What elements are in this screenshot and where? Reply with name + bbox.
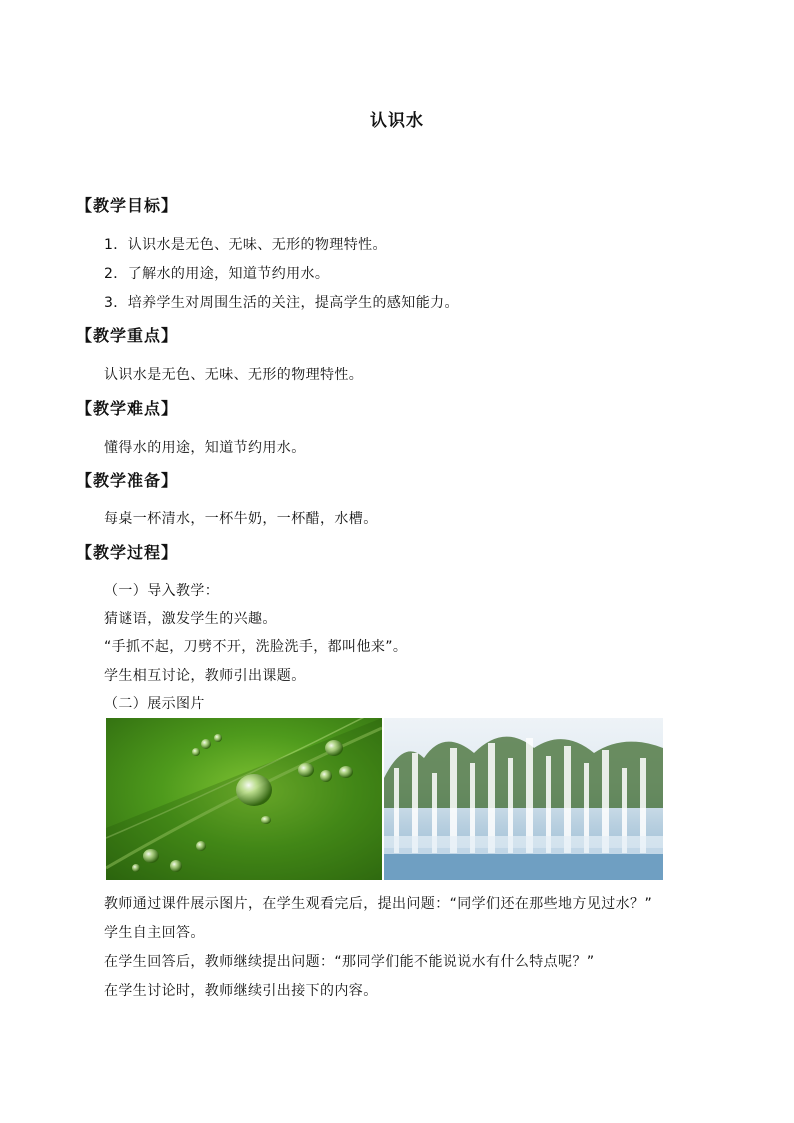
water-drops-leaf-image	[106, 718, 382, 880]
section-heading-key: 【教学重点】	[76, 326, 179, 345]
goal-item-2: 2．了解水的用途，知道节约用水。	[104, 266, 330, 282]
goal-item-1: 1．认识水是无色、无味、无形的物理特性。	[104, 237, 387, 253]
key-point-text: 认识水是无色、无味、无形的物理特性。	[104, 367, 364, 383]
after-image-line-4: 在学生讨论时，教师继续引出接下的内容。	[104, 983, 378, 999]
process-line-4: 学生相互讨论，教师引出课题。	[104, 668, 306, 684]
after-image-line-2: 学生自主回答。	[104, 925, 205, 941]
section-heading-difficulty: 【教学难点】	[76, 399, 179, 418]
process-line-5: （二）展示图片	[104, 696, 205, 712]
process-line-2: 猜谜语，激发学生的兴趣。	[104, 611, 277, 627]
after-image-line-1: 教师通过课件展示图片，在学生观看完后，提出问题：“同学们还在那些地方见过水？”	[104, 896, 653, 912]
goal-item-3: 3．培养学生对周围生活的关注，提高学生的感知能力。	[104, 295, 459, 311]
difficulty-text: 懂得水的用途，知道节约用水。	[104, 440, 306, 456]
section-heading-goals: 【教学目标】	[76, 196, 179, 215]
section-heading-process: 【教学过程】	[76, 543, 179, 562]
document-title: 认识水	[370, 111, 424, 131]
after-image-line-3: 在学生回答后，教师继续提出问题：“那同学们能不能说说水有什么特点呢？”	[104, 954, 595, 970]
process-line-3: “手抓不起，刀劈不开，洗脸洗手，都叫他来”。	[104, 639, 408, 655]
fountain-image	[384, 718, 663, 880]
process-line-1: （一）导入教学：	[104, 583, 220, 599]
section-heading-prep: 【教学准备】	[76, 471, 179, 490]
prep-text: 每桌一杯清水，一杯牛奶，一杯醋，水槽。	[104, 511, 378, 527]
